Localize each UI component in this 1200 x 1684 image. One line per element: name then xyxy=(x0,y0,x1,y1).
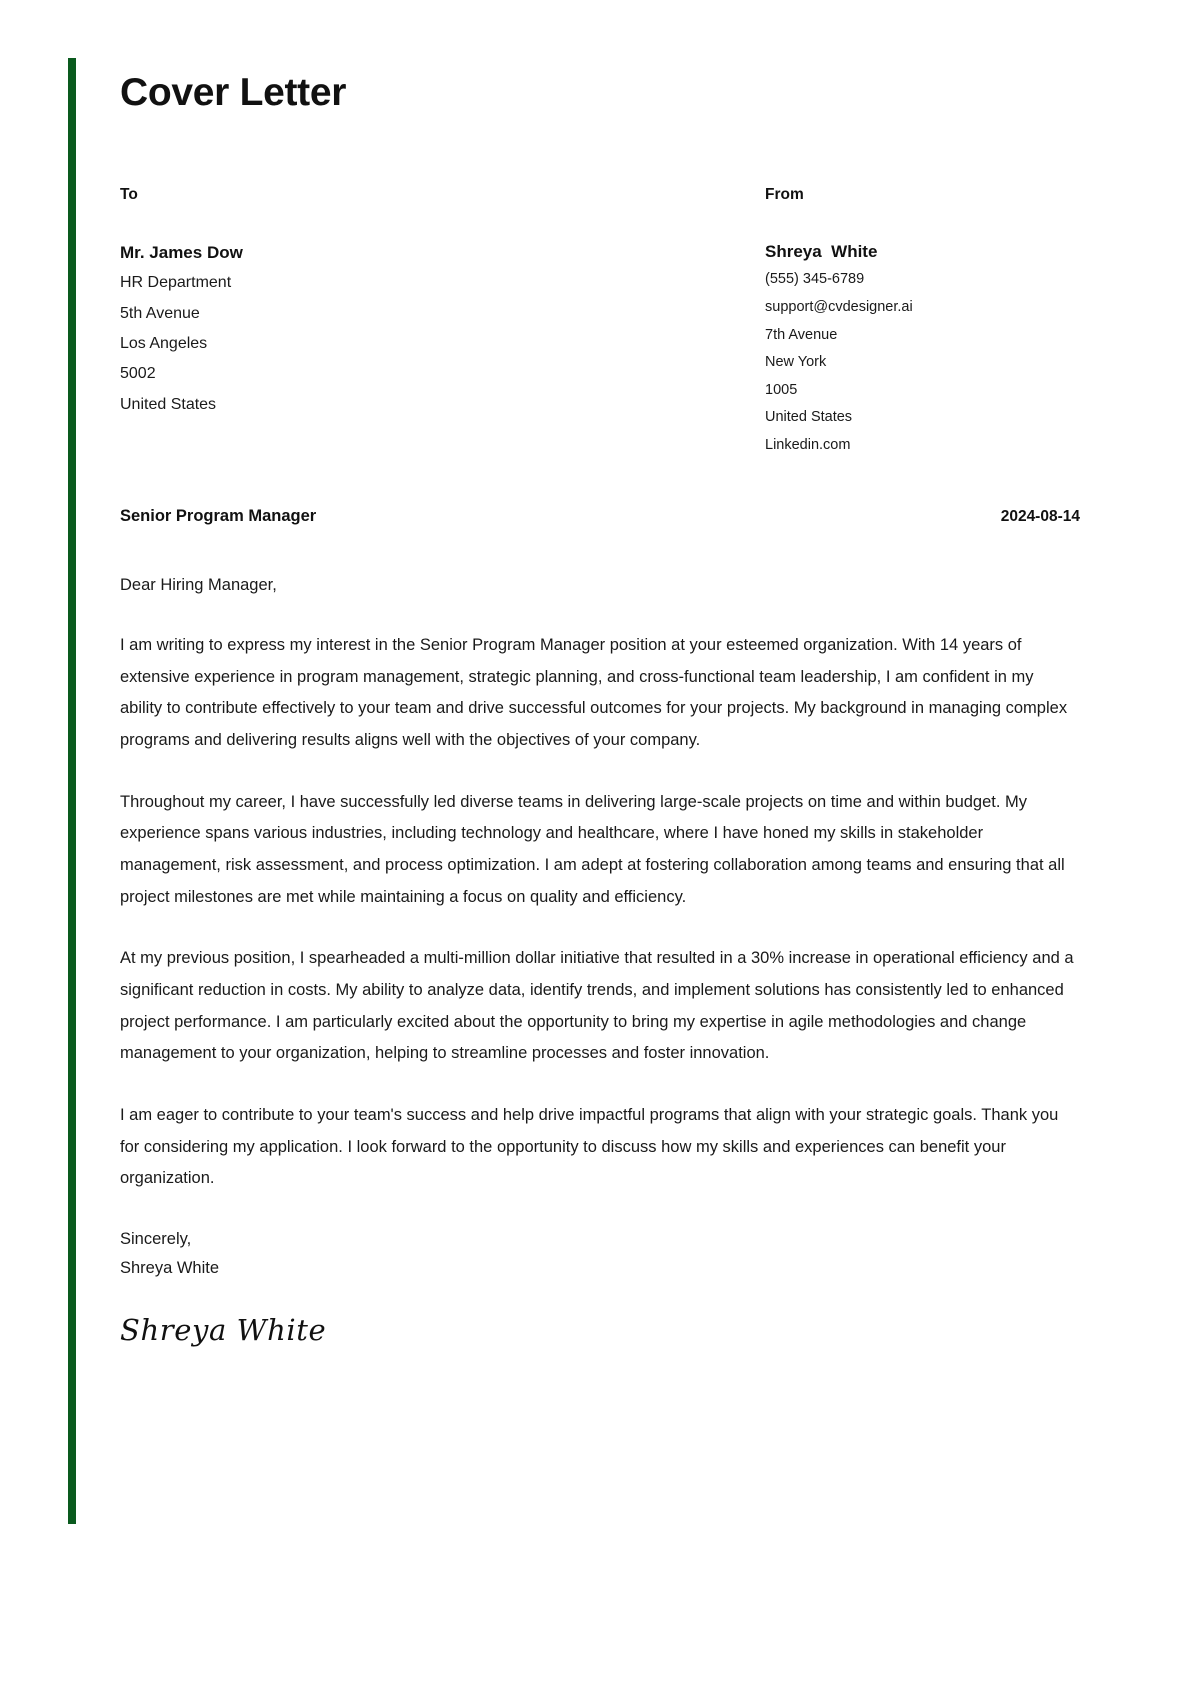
letter-content xyxy=(120,58,1080,1348)
body-paragraph: I am writing to express my interest in the Senior Program Manager position at your esteemed organization. With 14 years of extensive experience in program management, strategic planning, and cross-functional team leadership, I am confident in my ability to contribute effectively to your team and drive successful outcomes for your projects. My background in managing complex programs and delivering results aligns well with the objectives of your company. xyxy=(120,635,1068,749)
green-accent-bar xyxy=(68,58,76,1524)
recipient-line: 5th Avenue xyxy=(120,304,200,322)
closing-block xyxy=(120,1225,1080,1348)
page-title: Cover Letter xyxy=(120,71,347,114)
recipient-line: HR Department xyxy=(120,274,232,292)
sender-line: United States xyxy=(765,409,853,426)
closing-salutation: Sincerely, xyxy=(120,1230,192,1249)
sender-heading: From xyxy=(765,185,804,203)
sender-email: support@cvdesigner.ai xyxy=(765,298,913,315)
letter-body xyxy=(120,571,1080,1348)
job-title: Senior Program Manager xyxy=(120,507,317,526)
subject-row xyxy=(120,507,1080,527)
address-block xyxy=(120,187,1080,459)
sender-name: Shreya White xyxy=(765,242,878,262)
body-paragraph: Throughout my career, I have successfully led diverse teams in delivering large-scale projects on time and within budget. My experience spans various industries, including technology and healthcare, where I have honed my skills in stakeholder management, risk assessment, and process optimization. I am adept at fostering collaboration among teams and ensuring that all project milestones are met while maintaining a focus on quality and efficiency. xyxy=(120,792,1065,906)
recipient-name: Mr. James Dow xyxy=(120,243,243,263)
sender-line: 1005 xyxy=(765,381,798,398)
salutation: Dear Hiring Manager, xyxy=(120,576,277,595)
letter-date: 2024-08-14 xyxy=(1000,508,1080,526)
closing-name: Shreya White xyxy=(120,1258,220,1277)
sender-linkedin: Linkedin.com xyxy=(765,436,851,453)
recipient-heading: To xyxy=(120,185,138,203)
signature: Shreya White xyxy=(120,1312,327,1347)
sender-line: 7th Avenue xyxy=(765,326,838,343)
recipient-line: United States xyxy=(120,395,217,413)
sender-line: New York xyxy=(765,354,827,371)
body-paragraph: I am eager to contribute to your team's success and help drive impactful programs that align with your strategic goals. Thank you for considering my application. I look forward to the opportunity to discuss how my skills and experiences can benefit your organization. xyxy=(120,1106,1059,1188)
body-paragraph: At my previous position, I spearheaded a multi-million dollar initiative that resulted in a 30% increase in operational efficiency and a significant reduction in costs. My ability to analyze data, identify trends, and implement solutions has consistently led to enhanced project performance. I am particularly excited about the opportunity to bring my expertise in agile methodologies and change management to your organization, helping to streamline processes and foster innovation. xyxy=(120,949,1074,1063)
sender-phone: (555) 345-6789 xyxy=(765,271,865,288)
recipient-line: 5002 xyxy=(120,365,156,383)
sender-block xyxy=(765,187,1080,459)
recipient-line: Los Angeles xyxy=(120,334,208,352)
recipient-block xyxy=(120,187,765,459)
